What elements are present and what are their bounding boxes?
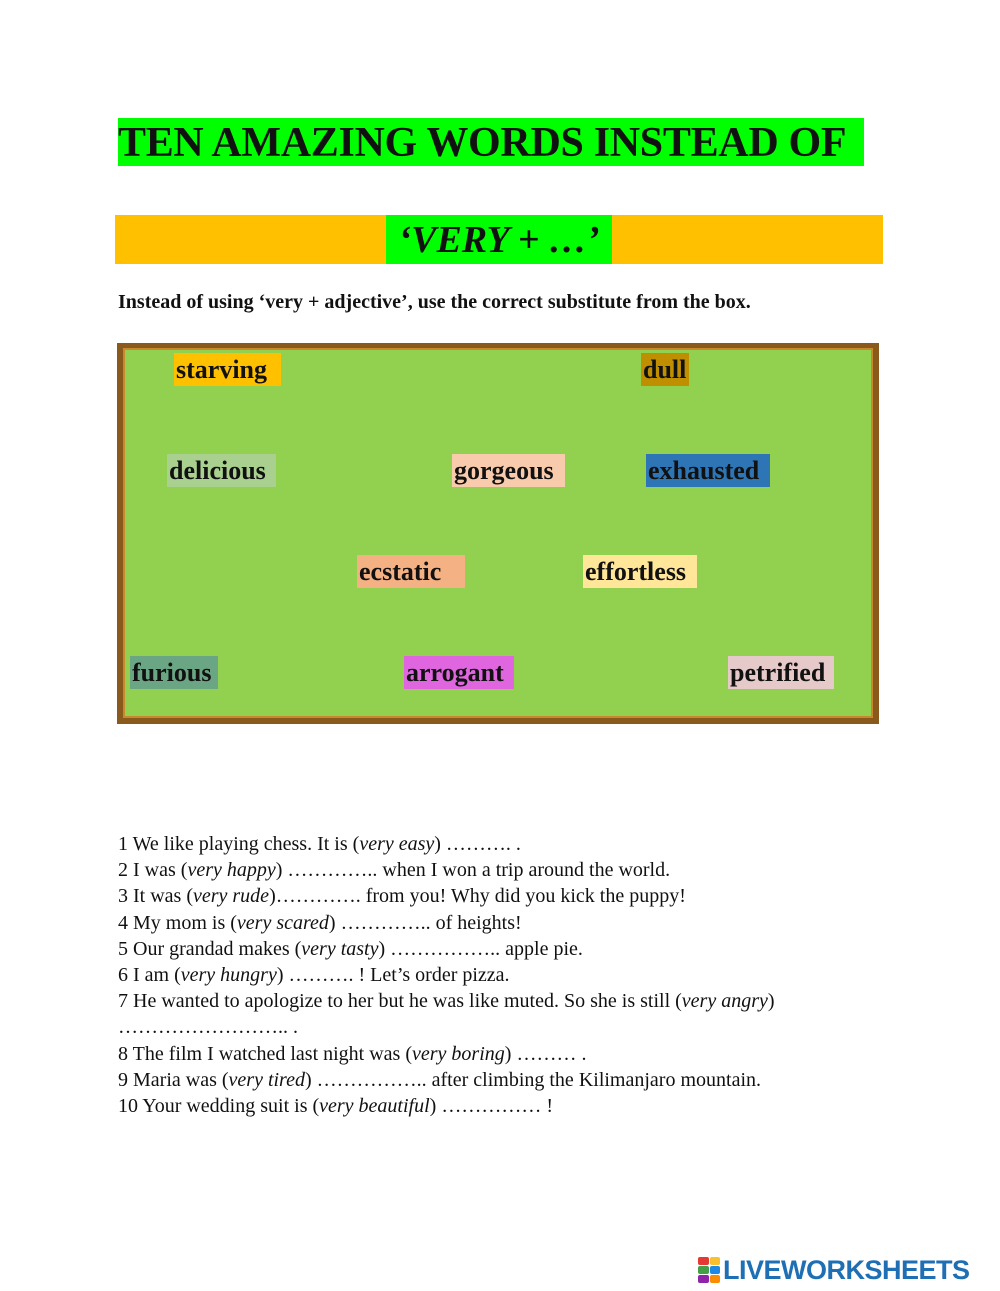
word-box	[117, 343, 879, 724]
question-answer-blank[interactable]: ) …………… !	[429, 1095, 553, 1118]
logo-square	[698, 1275, 709, 1283]
word-arrogant[interactable]: arrogant	[404, 656, 514, 689]
question-text: 1 We like playing chess. It is (	[118, 833, 360, 855]
question-text: …………………….. .	[118, 1016, 298, 1039]
question-hint: very happy	[187, 859, 276, 882]
question-answer-blank[interactable]: )…………. from you! Why did you kick the puppy!	[269, 885, 686, 908]
question-row	[118, 910, 878, 936]
title-line-1: TEN AMAZING WORDS INSTEAD OF	[118, 118, 864, 166]
question-hint: very rude	[192, 885, 270, 908]
question-answer-blank[interactable]: )	[767, 990, 775, 1013]
title-line-2: ‘VERY + …’	[386, 215, 612, 264]
word-starving[interactable]: starving	[174, 353, 281, 386]
question-answer-blank[interactable]: ) ………. .	[434, 833, 521, 855]
word-delicious[interactable]: delicious	[167, 454, 276, 487]
question-answer-blank[interactable]: ) ………. ! Let’s order pizza.	[276, 964, 510, 987]
question-text: 6 I am (	[118, 964, 181, 987]
question-row	[118, 1067, 878, 1093]
liveworksheets-logo-icon	[698, 1257, 720, 1283]
question-answer-blank[interactable]: ) …………….. after climbing the Kilimanjaro mountain.	[304, 1068, 761, 1091]
instruction-text: Instead of using ‘very + adjective’, use the correct substitute from the box.	[118, 291, 751, 313]
question-row	[118, 988, 878, 1014]
question-answer-blank[interactable]: ) ……… .	[504, 1042, 587, 1065]
logo-square	[698, 1266, 709, 1274]
question-hint: very tasty	[301, 937, 379, 960]
word-furious[interactable]: furious	[130, 656, 218, 689]
question-row	[118, 962, 878, 988]
logo-text: LIVEWORKSHEETS	[723, 1254, 970, 1285]
logo-square	[710, 1275, 721, 1283]
question-row	[118, 857, 878, 883]
word-exhausted[interactable]: exhausted	[646, 454, 770, 487]
question-row	[118, 936, 878, 962]
question-row	[118, 1014, 878, 1040]
question-row	[118, 883, 878, 909]
question-hint: very hungry	[180, 964, 277, 987]
questions-list	[118, 831, 878, 1119]
question-hint: very easy	[359, 833, 435, 855]
logo-square	[710, 1266, 721, 1274]
word-dull[interactable]: dull	[641, 353, 689, 386]
question-text: 8 The film I watched last night was (	[118, 1042, 413, 1065]
question-text: 10 Your wedding suit is (	[118, 1095, 320, 1118]
question-row	[118, 1041, 878, 1067]
question-text: 5 Our grandad makes (	[118, 937, 302, 960]
question-answer-blank[interactable]: ) ………….. when I won a trip around the world.	[275, 859, 671, 882]
logo-square	[710, 1257, 721, 1265]
word-ecstatic[interactable]: ecstatic	[357, 555, 465, 588]
question-text: 9 Maria was (	[118, 1068, 229, 1091]
question-row	[118, 831, 878, 857]
question-hint: very angry	[681, 990, 768, 1013]
question-text: 2 I was (	[118, 859, 188, 882]
question-row	[118, 1093, 878, 1119]
question-text: 3 It was (	[118, 885, 193, 908]
question-hint: very scared	[236, 911, 329, 934]
logo-square	[698, 1257, 709, 1265]
liveworksheets-logo	[698, 1255, 970, 1285]
question-hint: very beautiful	[319, 1095, 430, 1118]
word-petrified[interactable]: petrified	[728, 656, 834, 689]
question-answer-blank[interactable]: ) …………….. apple pie.	[378, 937, 583, 960]
question-answer-blank[interactable]: ) ………….. of heights!	[328, 911, 522, 934]
word-effortless[interactable]: effortless	[583, 555, 697, 588]
question-hint: very tired	[228, 1068, 305, 1091]
question-text: 4 My mom is (	[118, 911, 237, 934]
word-gorgeous[interactable]: gorgeous	[452, 454, 565, 487]
question-hint: very boring	[412, 1042, 505, 1065]
question-text: 7 He wanted to apologize to her but he was like muted. So she is still (	[118, 990, 682, 1013]
